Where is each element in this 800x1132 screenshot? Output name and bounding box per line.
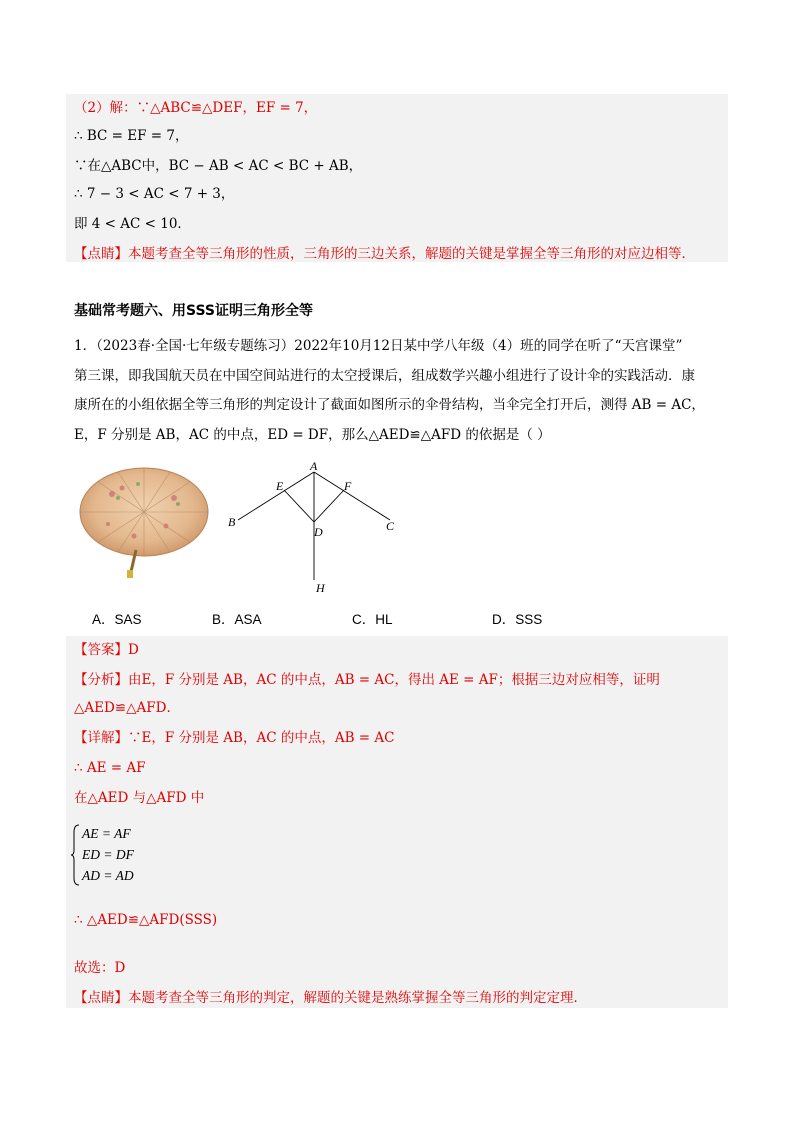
label-B: B — [228, 515, 236, 529]
solution-block-top — [66, 94, 728, 262]
question-line-4: E，F 分别是 AB，AC 的中点，ED = DF，那么△AED≌△AFD 的依据是（ ） — [74, 427, 551, 443]
detail-line-1: 【详解】∵E，F 分别是 AB，AC 的中点，AB = AC — [74, 730, 395, 746]
solution-line-3: ∵在△ABC中，BC − AB < AC < BC + AB， — [74, 158, 363, 174]
segment-AC — [314, 472, 390, 520]
segment-FD — [314, 490, 344, 522]
solution-line-4: ∴ 7 − 3 < AC < 7 + 3， — [74, 186, 235, 202]
option-c[interactable]: C．HL — [352, 612, 393, 627]
analysis-line-1: 【分析】由E，F 分别是 AB，AC 的中点，AB = AC，得出 AE = AF；根据三边对应相等，证明 — [74, 672, 660, 688]
detail-line-4: ∴ △AED≌△AFD(SSS) — [74, 912, 218, 928]
umbrella-diagram — [222, 456, 408, 596]
solution-line-5: 即 4 < AC < 10． — [74, 216, 191, 232]
detail-line-3: 在△AED 与△AFD 中 — [74, 790, 205, 806]
umbrella-image — [78, 464, 214, 584]
label-C: C — [386, 519, 395, 533]
label-E: E — [276, 479, 284, 493]
solution-line-1: （2）解：∵△ABC≌△DEF，EF = 7， — [74, 100, 318, 116]
detail-line-2: ∴ AE = AF — [74, 760, 146, 776]
detail-comment: 【点睛】本题考查全等三角形的判定，解题的关键是熟练掌握全等三角形的判定定理． — [74, 990, 587, 1006]
option-b[interactable]: B．ASA — [212, 612, 262, 627]
equation-1: AE = AF — [82, 826, 131, 841]
label-D: D — [314, 525, 323, 539]
solution-line-2: ∴ BC = EF = 7， — [74, 128, 189, 144]
answer-line: 【答案】D — [74, 642, 139, 658]
segment-ED — [284, 490, 314, 522]
equation-3: AD = AD — [82, 868, 134, 883]
equation-brace — [70, 824, 80, 886]
question-line-3: 康所在的小组依据全等三角形的判定设计了截面如图所示的伞骨结构，当伞完全打开后，测得 AB = AC， — [74, 397, 705, 413]
detail-line-5: 故选：D — [74, 960, 126, 976]
option-d[interactable]: D．SSS — [492, 612, 543, 627]
label-H: H — [316, 581, 325, 595]
equation-2: ED = DF — [82, 847, 134, 862]
solution-block-bottom — [66, 636, 728, 1008]
question-line-1: 1．（2023春·全国·七年级专题练习）2022年10月12日某中学八年级（4）班的同学在听了“天宫课堂” — [74, 338, 683, 354]
label-A: A — [310, 459, 318, 473]
section-heading: 基础常考题六、用SSS证明三角形全等 — [74, 303, 313, 319]
analysis-line-2: △AED≌△AFD． — [74, 700, 180, 716]
label-F: F — [344, 479, 352, 493]
comment-line: 【点睛】本题考查全等三角形的性质，三角形的三边关系，解题的关键是掌握全等三角形的对应边相等． — [74, 246, 695, 262]
question-line-2: 第三课，即我国航天员在中国空间站进行的太空授课后，组成数学兴趣小组进行了设计伞的实践活动．康 — [74, 368, 695, 384]
option-a[interactable]: A．SAS — [92, 612, 142, 627]
